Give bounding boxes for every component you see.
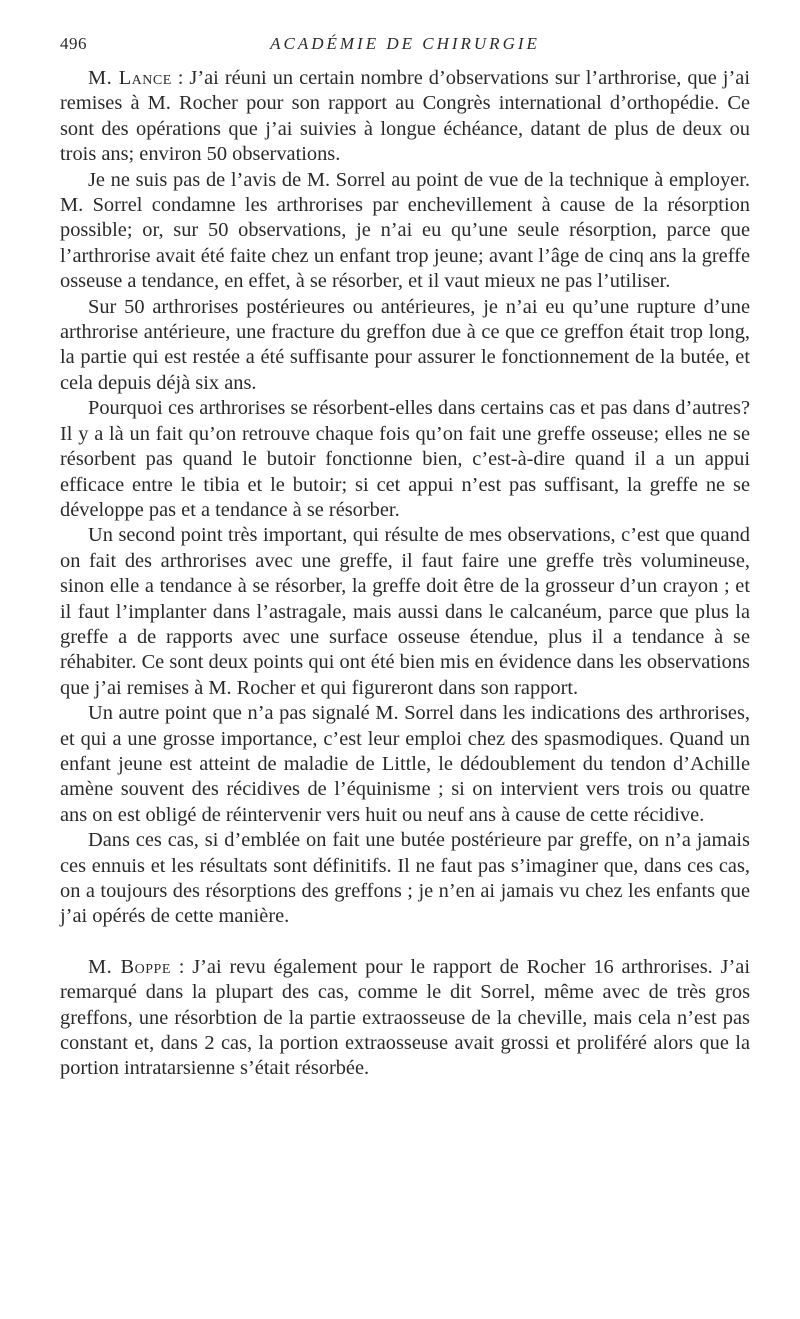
paragraph-text: : J’ai réuni un certain nombre d’observations sur l’arthrorise, que j’ai remises à M. Rocher pour son rapport au Congrès international d’orthopédie. Ce sont des opérations que j’ai suivies à longue échéance, datant de plus de deux ou trois ans; environ 50 observations.: [60, 67, 750, 166]
paragraph: Sur 50 arthrorises postérieures ou antérieures, je n’ai eu qu’une rupture d’une arthrorise antérieure, une fracture du greffon due à ce que ce greffon était trop long, la partie qui est restée a été suffisante pour assurer le fonctionnement de la butée, et cela depuis déjà six ans.: [60, 295, 750, 394]
paragraph: Dans ces cas, si d’emblée on fait une butée postérieure par greffe, on n’a jamais ces ennuis et les résultats sont définitifs. Il ne faut pas s’imaginer que, dans ces cas, on a toujours des résorptions des greffons ; je n’en ai jamais vu chez les enfants que j’ai opérés de cette manière.: [60, 829, 750, 928]
paragraph-text: : J’ai revu également pour le rapport de Rocher 16 arthrorises. J’ai remarqué dans la plupart des cas, comme le dit Sorrel, même avec de très gros greffons, une résorbtion de la partie extraosseuse de la cheville, mais cela n’est pas constant et, dans 2 cas, la portion extraosseuse avait grossi et proliféré alors que la portion intratarsienne s’était résorbée.: [60, 955, 750, 1080]
body-text: [60, 66, 750, 1082]
header-title: ACADÉMIE DE CHIRURGIE: [270, 34, 540, 53]
paragraph-lance-intro: [60, 66, 750, 168]
paragraph: Pourquoi ces arthrorises se résorbent-elles dans certains cas et pas dans d’autres? Il y a là un fait qu’on retrouve chaque fois qu’on fait une greffe osseuse; elles ne se résorbent pas quand le butoir fonctionne bien, c’est-à-dire quand il a un appui efficace entre le tibia et le butoir; si cet appui n’est pas suffisant, la greffe ne se développe pas et a tendance à se résorber.: [60, 397, 750, 521]
speaker-name: M. Boppe: [88, 955, 171, 978]
page-number: 496: [60, 34, 87, 53]
paragraph: Je ne suis pas de l’avis de M. Sorrel au point de vue de la technique à employer. M. Sorrel condamne les arthrorises par enchevillement à cause de la résorption possible; or, sur 50 observations, je n’ai eu qu’une seule résorption, parce que l’arthrorise avait été faite chez un enfant trop jeune; avant l’âge de cinq ans la greffe osseuse a tendance, en effet, à se résorber, et il vaut mieux ne pas l’utiliser.: [60, 168, 750, 293]
paragraph: Un second point très important, qui résulte de mes observations, c’est que quand on fait des arthrorises avec une greffe, il faut faire une greffe très volumineuse, sinon elle a tendance à se résorber, la greffe doit être de la grosseur d’un crayon ; et il faut l’implanter dans l’astragale, mais aussi dans le calcanéum, parce que plus la greffe a de rapports avec une surface osseuse étendue, plus il a tendance à se réhabiter. Ce sont deux points qui ont été bien mis en évidence dans les observations que j’ai remises à M. Rocher et qui figureront dans son rapport.: [60, 524, 750, 699]
paragraph-boppe: [60, 955, 750, 1082]
paragraph: Un autre point que n’a pas signalé M. Sorrel dans les indications des arthrorises, et qui a une grosse importance, c’est leur emploi chez des spasmodiques. Quand un enfant jeune est atteint de maladie de Little, le dédoublement du tendon d’Achille amène souvent des récidives de l’équinisme ; si on intervient vers trois ou quatre ans on est obligé de réintervenir vers huit ou neuf ans à cause de cette récidive.: [60, 702, 750, 826]
running-header: [60, 34, 750, 56]
speaker-name: M. Lance: [88, 67, 172, 89]
